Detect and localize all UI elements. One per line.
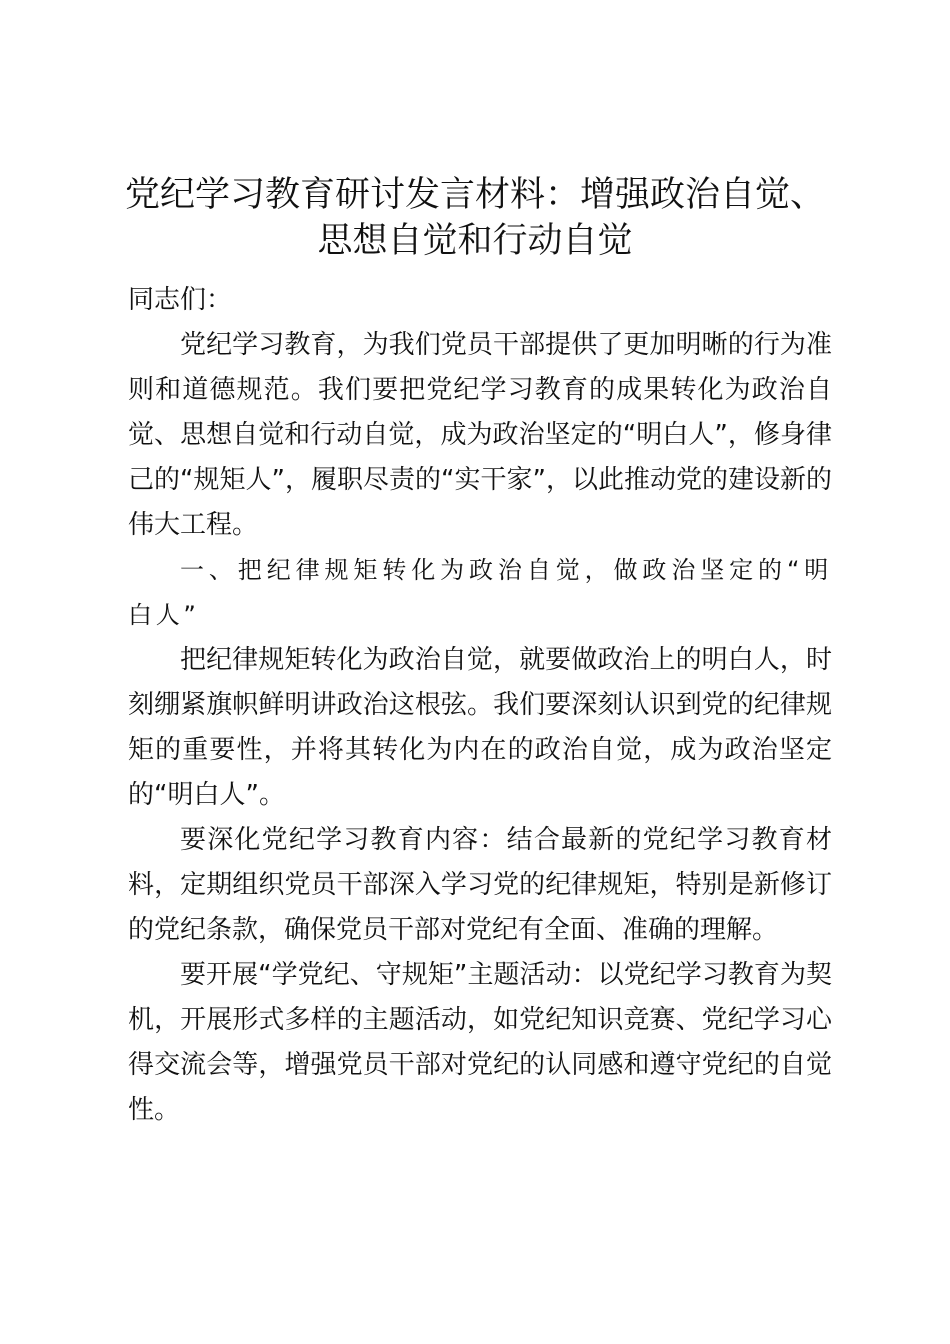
document-title	[120, 172, 830, 264]
title-line-2: 思想自觉和行动自觉	[317, 221, 633, 261]
paragraph-section-1: 把纪律规矩转化为政治自觉，就要做政治上的明白人，时刻绷紧旗帜鲜明讲政治这根弦。我们要深刻认识到党的纪律规矩的重要性，并将其转化为内在的政治自觉，成为政治坚定的“明白人”。	[128, 645, 832, 810]
paragraph-intro: 党纪学习教育，为我们党员干部提供了更加明晰的行为准则和道德规范。我们要把党纪学习教育的成果转化为政治自觉、思想自觉和行动自觉，成为政治坚定的“明白人”，修身律己的“规矩人”，履职尽责的“实干家”，以此推动党的建设新的伟大工程。	[128, 330, 832, 540]
paragraph-deepen-education: 要深化党纪学习教育内容：结合最新的党纪学习教育材料，定期组织党员干部深入学习党的纪律规矩，特别是新修订的党纪条款，确保党员干部对党纪有全面、准确的理解。	[128, 825, 832, 945]
paragraph-theme-activity: 要开展“学党纪、守规矩”主题活动：以党纪学习教育为契机，开展形式多样的主题活动，如党纪知识竞赛、党纪学习心得交流会等，增强党员干部对党纪的认同感和遵守党纪的自觉性。	[128, 960, 832, 1125]
document-body	[128, 278, 832, 1133]
title-line-1: 党纪学习教育研讨发言材料：增强政治自觉、	[124, 175, 825, 215]
section-heading-1: 一、把纪律规矩转化为政治自觉，做政治坚定的“明白人”	[128, 556, 832, 629]
salutation: 同志们：	[128, 285, 233, 315]
